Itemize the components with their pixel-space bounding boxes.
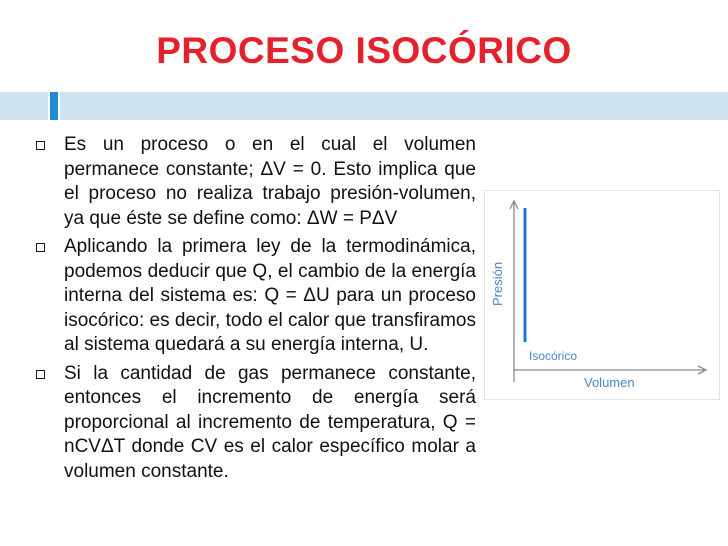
- header-band-right: [60, 92, 728, 120]
- diagram-frame: [485, 191, 720, 400]
- bullet-list: [34, 133, 476, 488]
- isochoric-label: Isocórico: [529, 349, 578, 363]
- bullet-item: [34, 235, 476, 358]
- page-title: PROCESO ISOCÓRICO: [156, 30, 572, 71]
- square-bullet-icon: [36, 370, 45, 379]
- x-axis-label: Volumen: [584, 375, 635, 390]
- bullet-item: [34, 133, 476, 231]
- square-bullet-icon: [36, 141, 45, 150]
- bullet-text: Aplicando la primera ley de la termodinámica, podemos deducir que Q, el cambio de la energía interna del sistema es: Q = ΔU para un proceso isocórico: es decir, todo el calor que transfiramos al sistema quedará a su energía interna, U.: [64, 236, 476, 355]
- y-axis-label: Presión: [490, 261, 505, 307]
- bullet-text: Es un proceso o en el cual el volumen permanece constante; ΔV = 0. Esto implica que el proceso no realiza trabajo presión-volumen, ya que éste se define como: ΔW = PΔV: [64, 134, 476, 229]
- header-accent-bar: [50, 92, 58, 120]
- diagram-svg: [484, 190, 720, 400]
- square-bullet-icon: [36, 243, 45, 252]
- header-band-left: [0, 92, 48, 120]
- isochoric-diagram: [484, 190, 720, 400]
- bullet-text: Si la cantidad de gas permanece constante, entonces el incremento de energía será proporcional al incremento de temperatura, Q = nCVΔT donde CV es el calor específico molar a volumen constante.: [64, 362, 476, 482]
- bullet-item: [34, 362, 476, 485]
